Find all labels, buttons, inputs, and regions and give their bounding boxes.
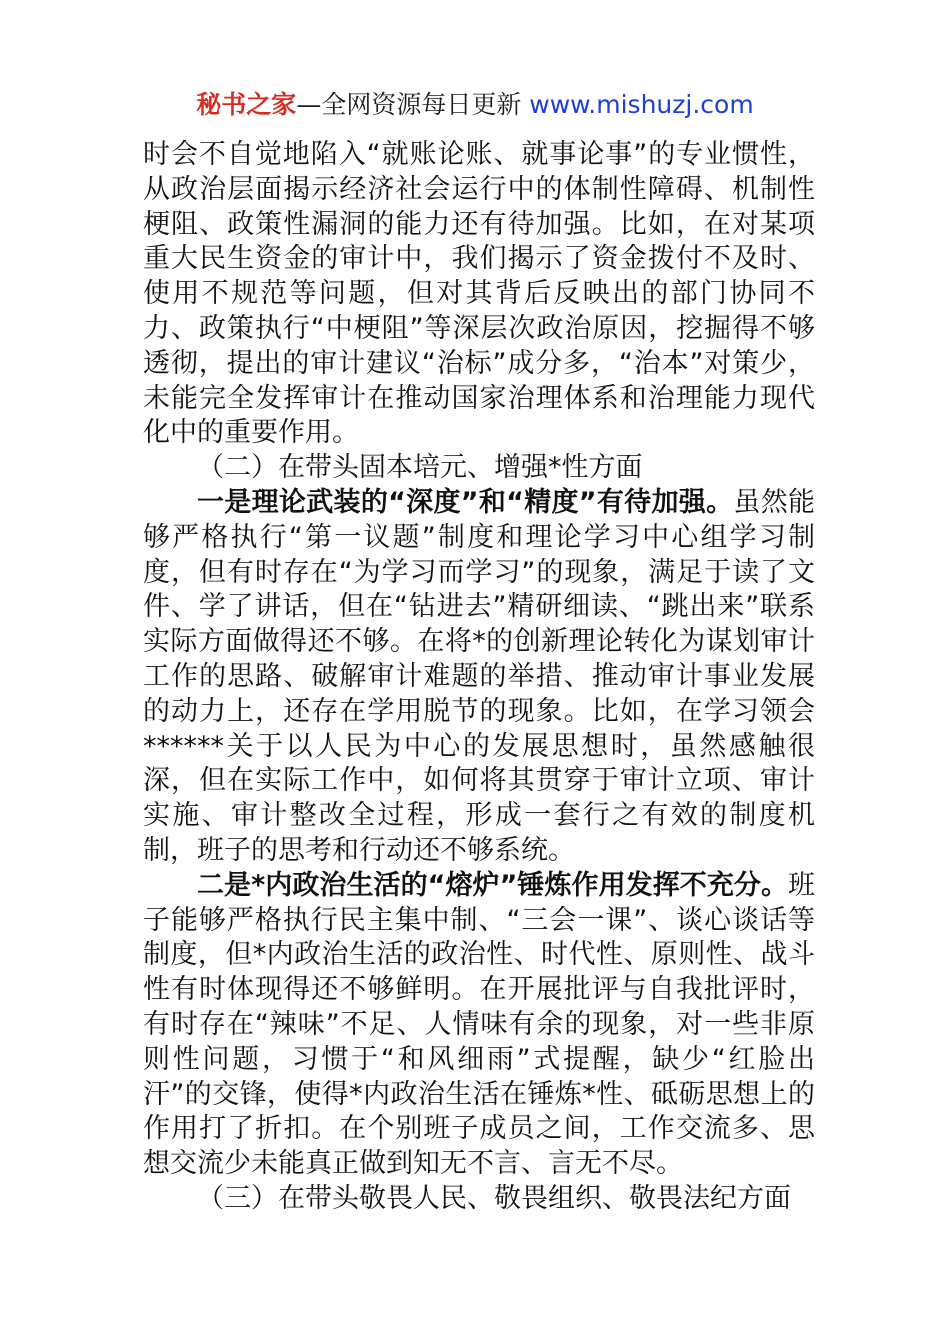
paragraph-political-life (143, 869, 815, 1182)
paragraph-body: 虽然能够严格执行“第一议题”制度和理论学习中心组学习制度，但有时存在“为学习而学习”的现象，满足于读了文件、学了讲话，但在“钻进去”精研细读、“跳出来”联系实际方面做得还不够。在将*的创新理论转化为谋划审计工作的思路、破解审计难题的举措、推动审计事业发展的动力上，还存在学用脱节的现象。比如，在学习领会******关于以人民为中心的发展思想时，虽然感触很深，但在实际工作中，如何将其贯穿于审计立项、审计实施、审计整改全过程，形成一套行之有效的制度机制，班子的思考和行动还不够系统。 (143, 486, 816, 866)
paragraph-lead: 二是*内政治生活的“熔炉”锤炼作用发挥不充分。 (197, 869, 788, 901)
site-tagline: —全网资源每日更新 (296, 90, 530, 119)
section-heading-2: （二）在带头固本培元、增强*性方面 (197, 452, 643, 484)
site-brand: 秘书之家 (196, 90, 297, 119)
document-body (143, 138, 815, 1217)
paragraph-body: 班子能够严格执行民主集中制、“三会一课”、谈心谈话等制度，但*内政治生活的政治性、时代性、原则性、战斗性有时体现得还不够鲜明。在开展批评与自我批评时，有时存在“辣味”不足、人情味有余的现象，对一些非原则性问题，习惯于“和风细雨”式提醒，缺少“红脸出汗”的交锋，使得*内政治生活在锤炼*性、砥砺思想上的作用打了折扣。在个别班子成员之间，工作交流多、思想交流少未能真正做到知无不言、言无不尽。 (143, 869, 815, 1180)
paragraph-continued: 时会不自觉地陷入“就账论账、就事论事”的专业惯性，从政治层面揭示经济社会运行中的体制性障碍、机制性梗阻、政策性漏洞的能力还有待加强。比如，在对某项重大民生资金的审计中，我们揭示了资金拨付不及时、使用不规范等问题，但对其背后反映出的部门协同不力、政策执行“中梗阻”等深层次政治原因，挖掘得不够透彻，提出的审计建议“治标”成分多，“治本”对策少，未能完全发挥审计在推动国家治理体系和治理能力现代化中的重要作用。 (143, 139, 815, 449)
site-url-link[interactable]: www.mishuzj.com (529, 90, 754, 119)
paragraph-lead: 一是理论武装的“深度”和“精度”有待加强。 (197, 486, 734, 518)
page-header (0, 88, 950, 122)
section-heading-3: （三）在带头敬畏人民、敬畏组织、敬畏法纪方面 (197, 1182, 791, 1214)
paragraph-theory-study (143, 486, 815, 869)
